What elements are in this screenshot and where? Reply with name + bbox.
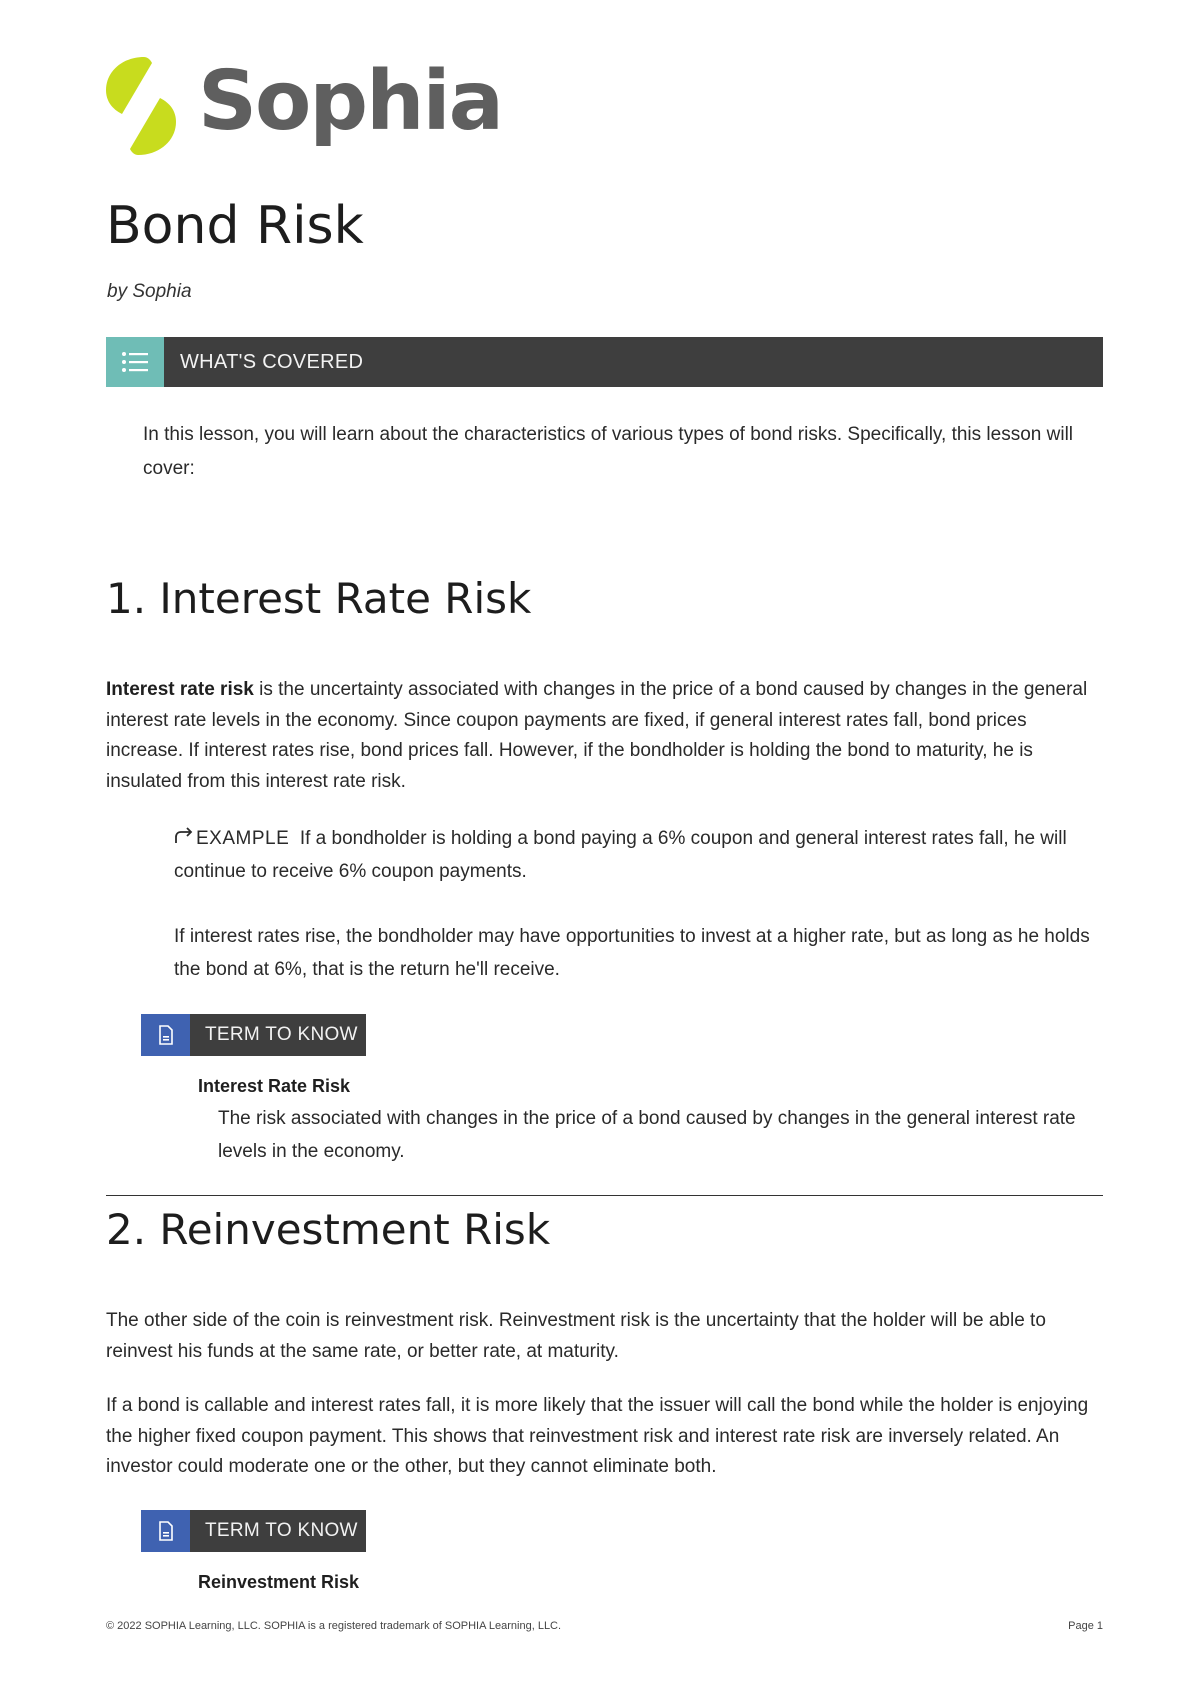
reinvestment-paragraph-2: If a bond is callable and interest rates fall, it is more likely that the issuer will call the bond while the holder is enjoying the higher fixed coupon payment. This shows that reinvestment risk and interest rate risk are inversely related. An investor could moderate one or the other, but they cannot eliminate both.: [106, 1395, 1089, 1477]
lead-term: Interest rate risk: [106, 679, 254, 700]
example-sentence: If a bondholder is holding a bond paying a 6% coupon and general interest rates fall, he will continue to receive 6% coupon payments.: [174, 828, 1067, 882]
reinvestment-paragraph-1: The other side of the coin is reinvestment risk. Reinvestment risk is the uncertainty that the holder will be able to reinvest his funds at the same rate, or better rate, at maturity.: [106, 1310, 1046, 1362]
paragraph-text: is the uncertainty associated with changes in the price of a bond caused by changes in the general interest rate levels in the economy. Since coupon payments are fixed, if general interest rates fall, bond prices increase. If interest rates rise, bond prices fall. However, if the bondholder is holding the bond to maturity, he is insulated from this interest rate risk.: [106, 679, 1088, 792]
byline: by Sophia: [107, 281, 192, 302]
page-footer: [106, 1620, 1103, 1632]
sophia-logo-icon: [104, 55, 178, 157]
term-to-know-badge: [141, 1510, 366, 1552]
section-heading-interest-rate-risk: 1. Interest Rate Risk: [106, 574, 532, 623]
interest-rate-risk-paragraph: [106, 675, 1106, 797]
logo-wordmark: Sophia: [198, 54, 502, 149]
example-label: EXAMPLE: [196, 828, 290, 849]
document-icon: [141, 1510, 190, 1552]
term-badge-label: TERM TO KNOW: [205, 1024, 358, 1045]
lesson-intro: In this lesson, you will learn about the characteristics of various types of bond risks. Specifically, this lesson will cover:: [143, 424, 1074, 479]
copyright-text: © 2022 SOPHIA Learning, LLC. SOPHIA is a registered trademark of SOPHIA Learning, LLC.: [106, 1620, 562, 1632]
page-number: Page 1: [1068, 1620, 1103, 1632]
list-icon: [106, 337, 164, 387]
term-definition: The risk associated with changes in the price of a bond caused by changes in the general interest rate levels in the economy.: [218, 1108, 1076, 1162]
term-to-know-badge: [141, 1014, 366, 1056]
term-badge-label: TERM TO KNOW: [205, 1520, 358, 1541]
page-title: Bond Risk: [106, 196, 364, 256]
arrow-return-icon: [174, 822, 196, 855]
term-name: Reinvestment Risk: [198, 1572, 360, 1592]
whats-covered-label: WHAT'S COVERED: [180, 350, 364, 373]
term-name: Interest Rate Risk: [198, 1076, 351, 1096]
section-divider: [106, 1195, 1103, 1196]
sophia-logo: [104, 54, 502, 158]
whats-covered-banner: [106, 337, 1103, 387]
example-text-1: [174, 822, 1114, 888]
section-heading-reinvestment-risk: 2. Reinvestment Risk: [106, 1205, 551, 1254]
example-block: [174, 822, 1114, 986]
document-icon: [141, 1014, 190, 1056]
example-text-2: If interest rates rise, the bondholder may have opportunities to invest at a higher rate, but as long as he holds the bond at 6%, that is the return he'll receive.: [174, 926, 1090, 980]
